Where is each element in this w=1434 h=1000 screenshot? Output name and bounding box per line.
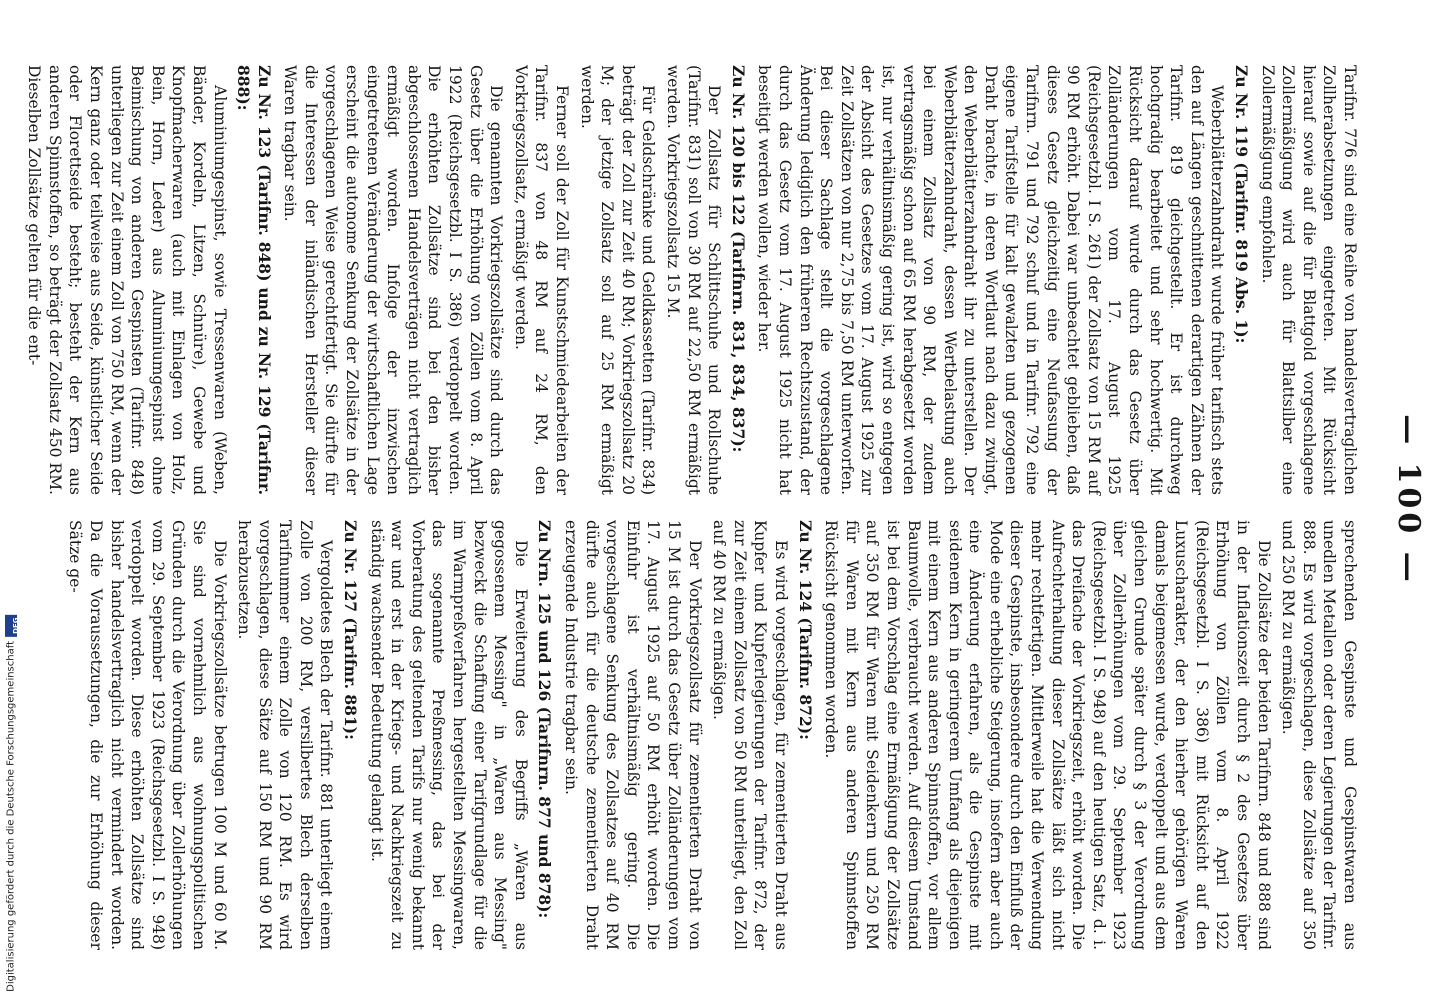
section-heading: Zu Nr. 127 (Tarifnr. 881): [341, 520, 361, 740]
paragraph: sprechenden Gespinste und Gespinstwaren aus unedlen Metallen oder deren Legierungen der Tarifnr. 888. Es wird vorgeschlagen, diese Zollsätze auf 350 und 250 RM zu ermäßigen. [1279, 520, 1359, 950]
paragraph: Der Vorkriegszollsatz für zementierten Draht von 15 M ist durch das Gesetz über Zolländerungen vom 17. August 1925 auf 50 RM erhöht worden. Die Einfuhr ist verhältnismäßig gering. Die vorgeschlagene Senkung des Zollsatzes auf 40 RM dürfte auch für die deutsche zementierten Draht erzeugende Industrie tragbar sein. [562, 520, 704, 950]
paragraph: Die Vorkriegszollsätze betrugen 100 M und 60 M. Sie sind vornehmlich aus wohnungspolitischen Gründen durch die Verordnung über Zollerhöhungen vom 29. September 1923 (Reichsgesetzbl. I S. 948) verdoppelt worden. Diese erhöhten Zollsätze sind bisher handelsvertraglich nicht vermindert worden. Da die Voraussetzungen, die zur Erhöhung dieser Sätze ge- [66, 520, 229, 950]
paragraph: Der Zollsatz für Schlittschuhe und Rollschuhe (Tarifnr. 831) soll von 30 RM auf 22,50 RM ermäßigt werden. Vorkriegszollsatz 15 M. [664, 65, 724, 495]
digitization-credit [0, 2, 22, 992]
paragraph: Die Zollsätze der beiden Tarifnrn. 848 und 888 sind in der Inflationszeit durch § 2 des Gesetzes über Erhöhung von Zöllen vom 8. April 1922 (Reichsgesetzbl. I S. 386) mit Rücksicht auf den Luxuscharakter, der den hierher gehörigen Waren damals beigemessen wurde, verdoppelt und aus dem gleichen Grunde später durch § 3 der Verordnung über Zollerhöhungen vom 29. September 1923 (Reichsgesetzbl. I S. 948) auf den heutigen Satz, d. i. das Dreifache der Vorkriegszeit, erhöht worden. Die Aufrechterhaltung dieser Zollsätze läßt sich nicht mehr rechtfertigen. Mittlerweile hat die Verwendung dieser Gespinste, insbesondere durch den Einfluß der Mode eine erhebliche Steigerung, insofern aber auch eine Änderung erfahren, als die Gespinste mit seidenem Kern in geringerem Umfang als diejenigen mit einem Kern aus anderen Spinnstoffen, vor allem Baumwolle, verbraucht werden. Auf diesem Umstand ist bei dem Vorschlag eine Ermäßigung der Zollsätze auf 350 RM für Waren mit Seidenkern und 250 RM für Waren mit Kern aus anderen Spinnstoffen Rücksicht genommen worden. [822, 520, 1273, 950]
dfg-logo-icon: DFG [5, 615, 17, 637]
paragraph: Die genannten Vorkriegszollsätze sind durch das Gesetz über die Erhöhung von Zöllen vom 8. April 1922 (Reichsgesetzbl. I S. 386) verdoppelt worden. Die erhöhten Zollsätze sind bei den bisher abgeschlossenen Handelsverträgen nicht vertraglich ermäßigt worden. Infolge der inzwischen eingetretenen Veränderung der wirtschaftlichen Lage erscheint die autonome Senkung der Zollsätze in der vorgeschlagenen Weise gerechtfertigt. Sie dürfte für die Interessen der inländischen Hersteller dieser Waren tragbar sein. [281, 65, 506, 495]
left-column [25, 65, 1360, 495]
paragraph: Vergoldetes Blech der Tarifnr. 881 unterliegt einem Zolle von 200 RM, versilbertes Blech derselben Tarifnummer einem Zolle von 120 RM. Es wird vorgeschlagen, diese Sätze auf 150 RM und 90 RM herabzusetzen. [235, 520, 336, 950]
credit-text: Digitalisierung gefördert durch die Deutsche Forschungsgemeinschaft [5, 641, 17, 992]
document-page [25, 0, 1434, 1000]
section-heading: Zu Nr. 120 bis 122 (Tarifnrn. 831, 834, 837): [728, 65, 748, 453]
paragraph: Für Geldschränke und Geldkassetten (Tarifnr. 834) beträgt der Zoll zur Zeit 40 RM; Vorkriegszollsatz 20 M; der jetzige Zollsatz soll auf 25 RM ermäßigt werden. [577, 65, 658, 495]
paragraph: Ferner soll der Zoll für Kunstschmiedearbeiten der Tarifnr. 837 von 48 RM auf 24 RM, den Vorkriegszollsatz, ermäßigt werden. [511, 65, 572, 495]
paragraph: Es wird vorgeschlagen, für zementierten Draht aus Kupfer und Kupferlegierungen der Tarifnr. 872, der zur Zeit einem Zollsatz von 50 RM unterliegt, den Zoll auf 40 RM zu ermäßigen. [710, 520, 790, 950]
page-number: — 100 — [1391, 414, 1426, 586]
section-heading: Zu Nr. 124 (Tarifnr. 872): [795, 520, 815, 740]
section-heading: Zu Nr. 119 (Tarifnr. 819 Abs. 1): [1232, 65, 1252, 344]
section-heading: Zu Nr. 123 (Tarifnr. 848) und zu Nr. 129 (Tarifnr. 888): [234, 65, 274, 495]
paragraph: Die Erweiterung des Begriffs „Waren aus gegossenem Messing" in „Waren aus Messing" bezweckt die Schaffung einer Tarifgrundlage für die im Warmpreßverfahren hergestellten Messingwaren, das sogenannte Preßmessing, das bei der Vorberatung des geltenden Tarifs nur wenig bekannt war und erst in der Kriegs- und Nachkriegszeit zu ständig wachsender Bedeutung gelangt ist. [367, 520, 530, 950]
section-heading: Zu Nrn. 125 und 126 (Tarifnrn. 877 und 878): [535, 520, 555, 919]
paragraph: Tarifnr. 776 sind eine Reihe von handelsvertraglichen Zollherabsetzungen eingetreten. Mit Rücksicht hierauf sowie auf die für Blattgold vorgeschlagene Zollermäßigung wird auch für Blattsilber eine Zollermäßigung empfohlen. [1258, 65, 1359, 495]
right-column [66, 520, 1360, 950]
paragraph: Weberblätterzahndraht wurde früher tarifisch stets den auf Längen geschnittenen derartigen Zähnen der Tarifnr. 819 gleichgestellt. Er ist durchweg hochgradig bearbeitet und sehr hochwertig. Mit Rücksicht darauf wurde durch das Gesetz über Zolländerungen vom 17. August 1925 (Reichsgesetzbl. I S. 261) der Zollsatz von 15 RM auf 90 RM erhöht. Dabei war unbeachtet geblieben, daß dieses Gesetz gleichzeitig eine Neufassung der Tarifnrn. 791 und 792 schuf und in Tarifnr. 792 eine eigene Tarifstelle für kalt gewalzten und gezogenen Draht brachte, in deren Wortlaut nach dazu zwingt, den Weberblätterzahndraht ihr zu unterstellen. Der Weberblätterzahndraht, dessen Wertbelastung auch bei einem Zollsatz von 90 RM, der zudem vertragsmäßig schon auf 65 RM herabgesetzt worden ist, nur verhältnismäßig gering ist, wird so entgegen der Absicht des Gesetzes vom 17. August 1925 zur Zeit Zollsätzen von nur 2,75 bis 7,50 RM unterworfen. Bei dieser Sachlage stellt die vorgeschlagene Änderung lediglich den früheren Rechtszustand, der durch das Gesetz vom 17. August 1925 nicht hat beseitigt werden wollen, wieder her. [755, 65, 1227, 495]
paragraph: Aluminiumgespinst, sowie Tressenwaren (Weben, Bänder, Kordeln, Litzen, Schnüre), Gewebe und Knopfmacherwaren (auch mit Einlagen von Holz, Bein, Horn, Leder) aus Aluminiumgespinst ohne Beimischung von anderen Gespinsten (Tarifnr. 848) unterliegen zur Zeit einem Zoll von 750 RM, wenn der Kern ganz oder teilweise aus Seide, künstlicher Seide oder Florettseide besteht; besteht der Kern aus anderen Spinnstoffen, so beträgt der Zollsatz 450 RM. Dieselben Zollsätze gelten für die ent- [25, 65, 229, 495]
